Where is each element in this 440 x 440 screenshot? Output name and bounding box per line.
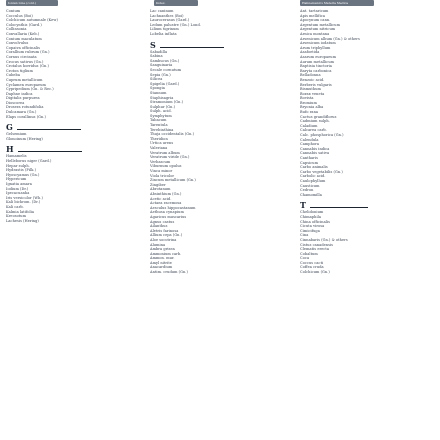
index-entry: Cocculus (Boi) — [6, 13, 33, 18]
index-entry: Asafoetida — [300, 50, 320, 55]
index-entry: Dioscorea — [6, 100, 25, 105]
index-entry: Aesculus hippocastanum — [150, 205, 196, 210]
section-rule — [160, 47, 224, 48]
index-entry: Argentum nitricum — [300, 27, 336, 32]
index-entry: Cactus grandiflorus — [300, 114, 337, 119]
index-entry: Theridion — [150, 136, 168, 141]
index-entry: Cannabis indica — [300, 146, 330, 151]
index-entry: Cyclamen europaeum — [6, 82, 46, 87]
index-entry: Ambra grisea — [150, 247, 175, 252]
index-entry: Bryonia alba — [300, 105, 324, 110]
index-entry: Ailanthus — [150, 224, 168, 229]
index-entry: Cubeba — [6, 73, 20, 78]
index-entry: Agaricus muscarius — [150, 214, 187, 219]
index-entry: Elaps corallinus (Gn.) — [6, 114, 46, 119]
index-entry: Carbo animalis — [300, 165, 328, 170]
index-entry: Cobaltum — [300, 251, 318, 256]
index-entry: Caladium — [300, 123, 318, 128]
index-entry: Absinthium (Gn.) — [150, 191, 182, 196]
index-entry: Berberis vulgaris — [300, 82, 332, 87]
index-entry: Thuja occidentalis (Gn.) — [150, 132, 195, 137]
index-entry: Viola tricolor — [150, 173, 175, 178]
index-entry: Hydrastis (Pilk.) — [6, 168, 37, 173]
index-entry: Arsenicum album (Gn.) & others — [300, 36, 360, 41]
index-entry: Secale cornutum — [150, 67, 182, 72]
index-entry: Arnica montana — [300, 31, 330, 36]
index-entry: Cantharis — [300, 156, 318, 160]
index-column-3 — [300, 0, 435, 275]
index-entry: Belladonna — [300, 73, 321, 78]
index-entry: Cannabis sativa — [300, 151, 330, 156]
index-entry: Chamomilla — [300, 192, 322, 197]
index-entry: Abrotanum — [150, 187, 171, 192]
section-heading — [6, 121, 136, 131]
index-entry: Stramonium (Gn.) — [150, 100, 184, 105]
index-entry: Alumina — [150, 242, 166, 247]
index-entry: Lilium tigrinum — [150, 27, 179, 32]
index-entry: Colchicum autumnale (Kew) — [6, 18, 58, 23]
index-entry: Capsicum — [300, 160, 319, 165]
index-entry: Zingiber — [150, 182, 166, 187]
index-entry: Coccus cacti — [300, 260, 324, 265]
index-entry: Lachesis (Hering) — [6, 218, 39, 223]
index-entry: Veratrum album — [150, 150, 180, 155]
index-entry: Cypripedium (Gn. & Rec.) — [6, 87, 54, 92]
index-entry: Iris versicolor (Wh.) — [6, 195, 43, 200]
index-entry: Clematis erecta — [300, 247, 330, 252]
index-entry: Hyoscyamus (Gn.) — [6, 172, 40, 177]
index-entry: Cina — [300, 233, 309, 238]
index-entry: Coca — [300, 256, 310, 261]
index-entry: Spigelia (Gard.) — [150, 81, 180, 86]
section-letter: H — [6, 144, 14, 155]
index-entry: Copaiva officinalis — [6, 45, 41, 50]
index-entry: Glonoinum (Hering) — [6, 136, 43, 141]
index-entry: Stannum — [150, 90, 167, 95]
index-entry: Verbascum — [150, 159, 171, 164]
column-header-text: Ionian Line (cont.) — [6, 0, 58, 6]
index-entry: Lobelia inflata — [150, 31, 177, 36]
index-entry: Bufo rana — [300, 110, 319, 115]
index-entry: Anacardium — [150, 265, 173, 270]
index-entry: Spongia — [150, 86, 165, 91]
section-heading — [6, 143, 136, 153]
index-entry: Tarentula — [150, 123, 168, 128]
index-entry: Urtica urens — [150, 141, 174, 146]
index-entry: Antim. crudum (Gn.) — [150, 270, 188, 275]
index-column-1 — [6, 0, 136, 223]
index-entry: Cinnabaris (Gn.) & others — [300, 237, 348, 242]
index-entry: Kali carb. — [6, 204, 24, 209]
index-entry: Cimicifuga — [300, 228, 320, 233]
index-entry: Aethusa cynapium — [150, 210, 184, 215]
index-entry: Silicea — [150, 77, 163, 82]
index-entry: Cedron — [300, 188, 314, 193]
index-entry: Crocus sativus (Gn.) — [6, 59, 44, 64]
index-entry: Convallaria (Keb.) — [6, 31, 40, 36]
index-entry: Cadmium sulph. — [300, 119, 330, 124]
section-rule — [17, 129, 81, 130]
section-rule — [310, 207, 368, 208]
index-entry: Kreosotum — [6, 214, 26, 219]
index-entry: Crotalus horridus (Gn.) — [6, 64, 49, 69]
index-entry: Calc. phosphorica (Gn.) — [300, 133, 344, 138]
index-entry: Hypericum — [6, 177, 27, 182]
index-entry: Baptisia tinctoria — [300, 64, 332, 69]
index-entry: Tabacum — [150, 118, 167, 123]
index-entry: Valeriana — [150, 146, 168, 151]
index-entry: Gelsemium — [6, 132, 27, 137]
index-entry: Chimaphila — [300, 214, 321, 219]
index-entry: Ledum palustre (Gn.) Lond. — [150, 22, 201, 27]
index-entry: Veratrum viride (Gn.) — [150, 155, 190, 160]
index-entry: Camphora — [300, 142, 320, 147]
index-entry: Lac caninum — [150, 9, 174, 13]
index-entry: Carbolic acid. — [300, 174, 326, 179]
index-entry: Hamamelis — [6, 154, 27, 159]
index-entry: Helleborus niger (Gard.) — [6, 159, 52, 164]
index-entry: Aurum metallicum — [300, 59, 335, 64]
index-entry: Asarum europaeum — [300, 54, 336, 59]
index-entry: Cornus circinata — [6, 54, 37, 59]
index-entry: Coffea cruda — [300, 265, 324, 270]
index-entry: Apis mellifica — [300, 13, 325, 18]
index-entry: Digitalis purpurea — [6, 96, 40, 101]
index-entry: China officinalis — [300, 219, 330, 224]
index-entry: Cuprum metallicum — [6, 77, 43, 82]
index-entry: Laurocerasus (Gard.) — [150, 18, 190, 23]
index-entry: Dulcamara (Gn.) — [6, 110, 37, 115]
index-entry: Conium — [6, 9, 21, 13]
index-entry: Ignatia amara — [6, 182, 32, 186]
index-entry: Arsenicum iodatum — [300, 41, 336, 46]
index-entry: Cistus canadensis — [300, 242, 334, 247]
section-letter: T — [300, 200, 306, 211]
index-entry: Aloe socotrina — [150, 237, 177, 242]
index-entry: Zincum metallicum (Gn.) — [150, 178, 196, 183]
index-entry: Argentum metallicum — [300, 22, 340, 27]
index-entry: Corallium rubrum (Gn.) — [6, 50, 50, 55]
index-entry: Drosera rotundifolia — [6, 105, 44, 110]
index-entry: Conium maculatum — [6, 36, 42, 41]
index-entry: Sambucus (Gn.) — [150, 58, 180, 63]
index-entry: Daphne indica — [6, 91, 33, 96]
column-header-text: Index. — [154, 0, 198, 6]
index-entry: Ammonium carb. — [150, 251, 182, 256]
index-entry: Borax veneta — [300, 91, 325, 96]
section-heading — [300, 199, 435, 209]
index-entry: Allium cepa (Gn.) — [150, 233, 183, 238]
column-header-text: Hahnemann's Materia Medica — [300, 0, 374, 6]
section-letter: S — [150, 39, 156, 50]
index-entry: Iodium (Dr.) — [6, 186, 29, 191]
index-column-2 — [150, 0, 285, 275]
index-entry: Convolvulus — [6, 41, 29, 46]
index-entry: Symphytum — [150, 113, 172, 118]
index-entry: Chelidonium — [300, 210, 324, 215]
index-entry: Bromium — [300, 100, 317, 105]
index-entry: Kalmia latifolia — [6, 209, 35, 214]
index-entry: Sulphur (Gn.) — [150, 104, 176, 109]
index-entry: Ipecacuanha — [6, 191, 30, 196]
index-entry: Staphisagria — [150, 95, 174, 100]
index-entry: Agnus castus — [150, 219, 175, 224]
index-entry: Sanguinaria — [150, 63, 173, 68]
index-entry: Bismuthum — [300, 87, 321, 92]
index-entry: Amyl nitrite — [150, 260, 172, 265]
index-entry: Benzoic acid. — [300, 77, 325, 82]
section-rule — [18, 151, 82, 152]
index-entry: Terebinthina — [150, 127, 174, 132]
index-entry: Acetic acid. — [150, 196, 172, 201]
index-entry: Lachnanthes (Boi) — [150, 13, 184, 18]
index-entry: Viburnum opulus — [150, 164, 182, 169]
section-letter: G — [6, 122, 13, 133]
index-entry: Colchicum (Gn.) — [300, 270, 330, 275]
index-entry: Sabina — [150, 54, 163, 59]
index-entry: Ant. tartaricum — [300, 9, 329, 13]
index-entry: Aletris farinosa — [150, 228, 179, 233]
index-entry: Colocynthis (Gard.) — [6, 22, 42, 27]
index-entry: Apocynum cann. — [300, 18, 331, 23]
index-entry: Ammon. mur. — [150, 256, 175, 261]
index-entry: Kali bichrom. (Dr.) — [6, 200, 41, 205]
index-entry: Bovista — [300, 96, 314, 101]
index-entry: Sepia (Gn.) — [150, 72, 171, 77]
index-entry: Actaea racemosa — [150, 201, 182, 206]
index-entry: Cicuta virosa — [300, 224, 325, 229]
index-entry: Croton tiglium — [6, 68, 33, 73]
index-entry: Causticum — [300, 183, 320, 188]
index-entry: Baryta carbonica — [300, 68, 332, 73]
index-entry: Sulph. acid. — [150, 109, 172, 114]
index-entry: Carbo vegetabilis (Gn.) — [300, 169, 343, 174]
index-entry: Calendula — [300, 137, 319, 142]
index-entry: Vinca minor — [150, 169, 173, 173]
index-entry: Collinsonia — [6, 27, 27, 32]
index-entry: Sabadilla — [150, 49, 168, 54]
index-entry: Caulophyllum — [300, 178, 326, 183]
index-entry: Arum triphyllum — [300, 45, 331, 50]
section-heading — [150, 39, 285, 49]
index-entry: Calcarea carb. — [300, 128, 327, 133]
index-entry: Hepar sulph. — [6, 163, 30, 168]
